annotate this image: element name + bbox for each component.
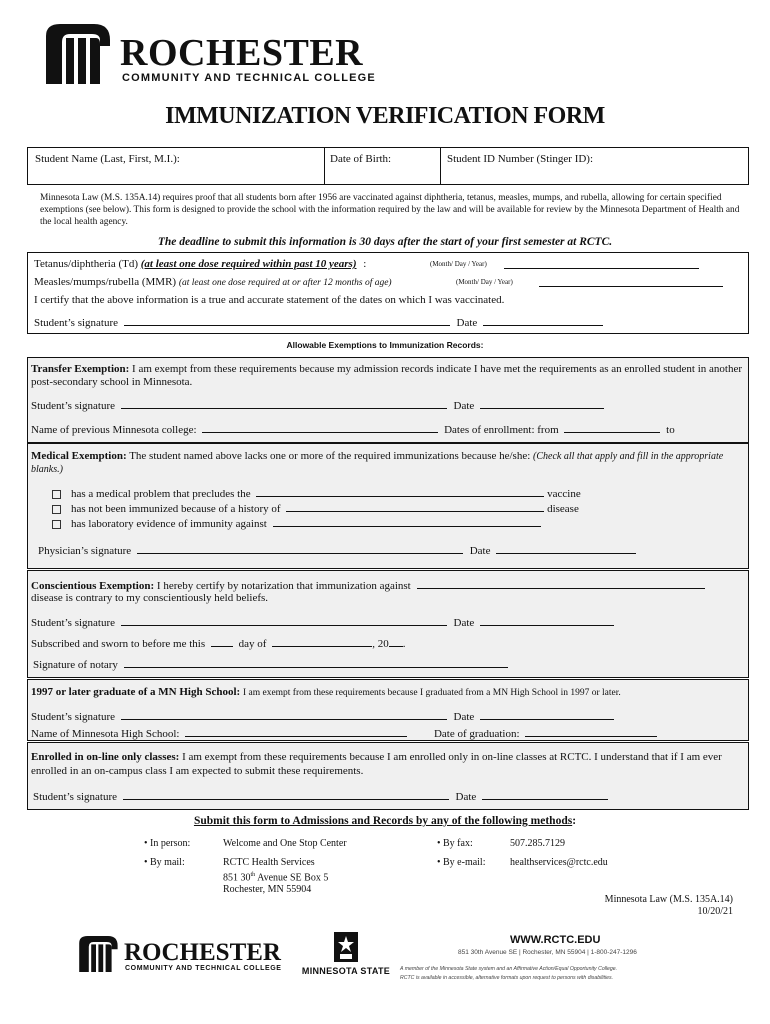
submit-mail-address: RCTC Health Services 851 30th Avenue SE Box 5 Rochester, MN 55904: [223, 857, 329, 896]
submit-fax: • By fax:: [437, 838, 473, 849]
dob-label: Date of Birth:: [330, 153, 392, 165]
transfer-college-row: Name of previous Minnesota college: Dates of enrollment: from to: [31, 422, 748, 450]
medical-title: Medical Exemption:: [31, 450, 127, 462]
student-id-field[interactable]: [440, 148, 748, 184]
signature-line[interactable]: [124, 315, 450, 326]
option3-checkbox[interactable]: [52, 520, 61, 529]
online-signature-line[interactable]: [123, 789, 449, 800]
physician-date-line[interactable]: [496, 543, 636, 554]
deadline-text: The deadline to submit this information is 30 days after the start of your first semester at RCTC.: [157, 236, 613, 248]
medical-option-3: has laboratory evidence of immunity against: [52, 516, 541, 530]
header-logo: [44, 22, 384, 86]
transfer-exemption-section: [27, 357, 749, 443]
vaccine-signature-row: [34, 315, 744, 329]
conscientious-date-line[interactable]: [480, 615, 614, 626]
footer-website[interactable]: WWW.RCTC.EDU: [510, 934, 601, 946]
notary-row: Signature of notary: [33, 657, 508, 671]
option1-line[interactable]: [256, 486, 544, 497]
sworn-row: Subscribed and sworn to before me this day of , 20 .: [31, 638, 406, 650]
mmr-label: Measles/mumps/rubella (MMR): [34, 276, 177, 288]
rctc-footer-logo-mark-icon: [78, 934, 120, 974]
hs-signature-line[interactable]: [121, 709, 447, 720]
mmr-date-format: (Month/ Day / Year): [456, 278, 513, 286]
conscientious-disease-line[interactable]: [417, 578, 705, 589]
option2-line[interactable]: [286, 501, 544, 512]
dob-field[interactable]: [324, 148, 441, 184]
option1-checkbox[interactable]: [52, 490, 61, 499]
minnesota-state-star-icon: [334, 932, 358, 962]
signature-label: Student’s signature: [34, 317, 119, 329]
student-name-field[interactable]: [28, 148, 325, 184]
certify-text: I certify that the above information is a true and accurate statement of the dates on which I was vaccinated.: [34, 294, 505, 306]
online-date-line[interactable]: [482, 789, 608, 800]
hs-name-line[interactable]: [185, 726, 407, 737]
grad-date-line[interactable]: [525, 726, 657, 737]
hs-name-row: Name of Minnesota High School: Date of graduation:: [31, 726, 657, 740]
law-reference: Minnesota Law (M.S. 135A.14) 10/20/21: [604, 894, 733, 917]
medical-text: Medical Exemption: The student named above lacks one or more of the required immunizations because he/she: (Check all that apply and fill in the appropriate blanks.): [31, 450, 724, 475]
option2-checkbox[interactable]: [52, 505, 61, 514]
transfer-date-line[interactable]: [480, 398, 604, 409]
sworn-day-line[interactable]: [211, 636, 233, 647]
transfer-title: Transfer Exemption:: [31, 363, 130, 375]
conscientious-exemption-section: [27, 570, 749, 678]
online-signature-row: Student’s signature Date: [33, 789, 608, 803]
notary-signature-line[interactable]: [124, 657, 508, 668]
college-subtitle: COMMUNITY AND TECHNICAL COLLEGE: [122, 72, 376, 84]
conscientious-signature-row: Student’s signature Date: [31, 615, 614, 629]
option3-line[interactable]: [273, 516, 541, 527]
td-label: Tetanus/diphtheria (Td): [34, 258, 139, 270]
td-row: Tetanus/diphtheria (Td) (at least one dose required within past 10 years) : (Month/ Day / Year): [34, 258, 744, 270]
submit-mail: • By mail:: [144, 857, 185, 868]
physician-signature-row: Physician’s signature Date: [38, 543, 636, 557]
medical-option-1: has a medical problem that precludes the vaccine: [52, 486, 581, 500]
td-date-format: (Month/ Day / Year): [430, 260, 487, 268]
conscientious-line1: Conscientious Exemption: I hereby certify by notarization that immunization against: [31, 578, 705, 592]
college-name: ROCHESTER: [120, 32, 364, 74]
medical-option-2: has not been immunized because of a history of disease: [52, 501, 579, 515]
footer-logo: [78, 934, 288, 976]
submit-in-person-value: Welcome and One Stop Center: [223, 838, 347, 849]
student-name-label: Student Name (Last, First, M.I.):: [35, 153, 180, 165]
date-line[interactable]: [483, 315, 603, 326]
transfer-signature-row: Student’s signature Date: [31, 398, 604, 412]
online-text: Enrolled in on-line only classes: I am exempt from these requirements because I am enrolled only in on-line classes at RCTC. I understand that if I am ever enrolled in an on-campus class I am expected to submit these requirements.: [31, 751, 722, 777]
hs-text: 1997 or later graduate of a MN High School: I am exempt from these requirements because I graduated from a MN High School in 1997 or later.: [31, 686, 621, 698]
student-id-label: Student ID Number (Stinger ID):: [447, 153, 594, 165]
footer-college-subtitle: COMMUNITY AND TECHNICAL COLLEGE: [125, 965, 282, 972]
prev-college-line[interactable]: [202, 422, 438, 433]
sworn-month-line[interactable]: [272, 636, 372, 647]
conscientious-line2: disease is contrary to my conscientiously held beliefs.: [31, 592, 269, 604]
date-label: Date: [456, 317, 478, 329]
conscientious-title: Conscientious Exemption:: [31, 580, 155, 592]
rctc-logo-mark-icon: [44, 22, 114, 86]
footer-eeo-1: A member of the Minnesota State system and an Affirmative Action/Equal Opportunity College.: [400, 966, 618, 972]
mmr-date-line[interactable]: [539, 276, 723, 287]
mmr-note: (at least one dose required at or after 12 months of age): [178, 278, 392, 288]
student-info-row: [27, 147, 749, 185]
online-title: Enrolled in on-line only classes:: [31, 751, 180, 763]
mmr-row: [34, 276, 744, 288]
td-note: (at least one dose required within past 10 years): [140, 258, 357, 270]
minnesota-state-name: MINNESOTA STATE: [301, 966, 391, 976]
hs-title: 1997 or later graduate of a MN High School:: [31, 686, 241, 698]
footer-address: 851 30th Avenue SE | Rochester, MN 55904 | 1-800-247-1296: [458, 949, 637, 956]
submit-heading: Submit this form to Admissions and Records by any of the following methods:: [193, 815, 577, 827]
online-only-section: [27, 742, 749, 810]
law-paragraph: Minnesota Law (M.S. 135A.14) requires proof that all students born after 1956 are vaccinated against diphtheria, tetanus, measles, mumps, and rubella, allowing for certain specified exemptions (see below). This form is designed to provide the school with the information required by the law and will be available for review by the Minnesota Department of Health and the local health agency.: [40, 193, 740, 227]
transfer-text: Transfer Exemption: I am exempt from these requirements because my admission records indicate I have met the requirements as an enrolled student in another post-secondary school in Minnesota.: [31, 363, 743, 388]
footer-eeo-2: RCTC is available in accessible, alternative formats upon request to persons with disabilities.: [400, 975, 614, 981]
hs-signature-row: Student’s signature Date: [31, 709, 614, 723]
transfer-signature-line[interactable]: [121, 398, 447, 409]
submit-fax-value: 507.285.7129: [510, 838, 565, 849]
physician-signature-line[interactable]: [137, 543, 463, 554]
submit-email-value[interactable]: healthservices@rctc.edu: [510, 857, 608, 868]
minnesota-state-logo: [298, 932, 394, 978]
td-date-line[interactable]: [504, 258, 699, 269]
form-title: IMMUNIZATION VERIFICATION FORM: [165, 103, 605, 129]
medical-note: (Check all that apply and fill in the appropriate blanks.): [31, 451, 724, 475]
submit-email: • By e-mail:: [437, 857, 486, 868]
hs-graduate-section: [27, 679, 749, 741]
hs-date-line[interactable]: [480, 709, 614, 720]
enroll-from-line[interactable]: [564, 422, 660, 433]
vaccine-box: [27, 252, 749, 334]
medical-exemption-section: [27, 443, 749, 569]
sworn-year-line[interactable]: [389, 636, 403, 647]
exemptions-heading: Allowable Exemptions to Immunization Records:: [286, 340, 484, 350]
footer-college-name: ROCHESTER: [124, 939, 281, 966]
conscientious-signature-line[interactable]: [121, 615, 447, 626]
submit-in-person: • In person:: [144, 838, 191, 849]
